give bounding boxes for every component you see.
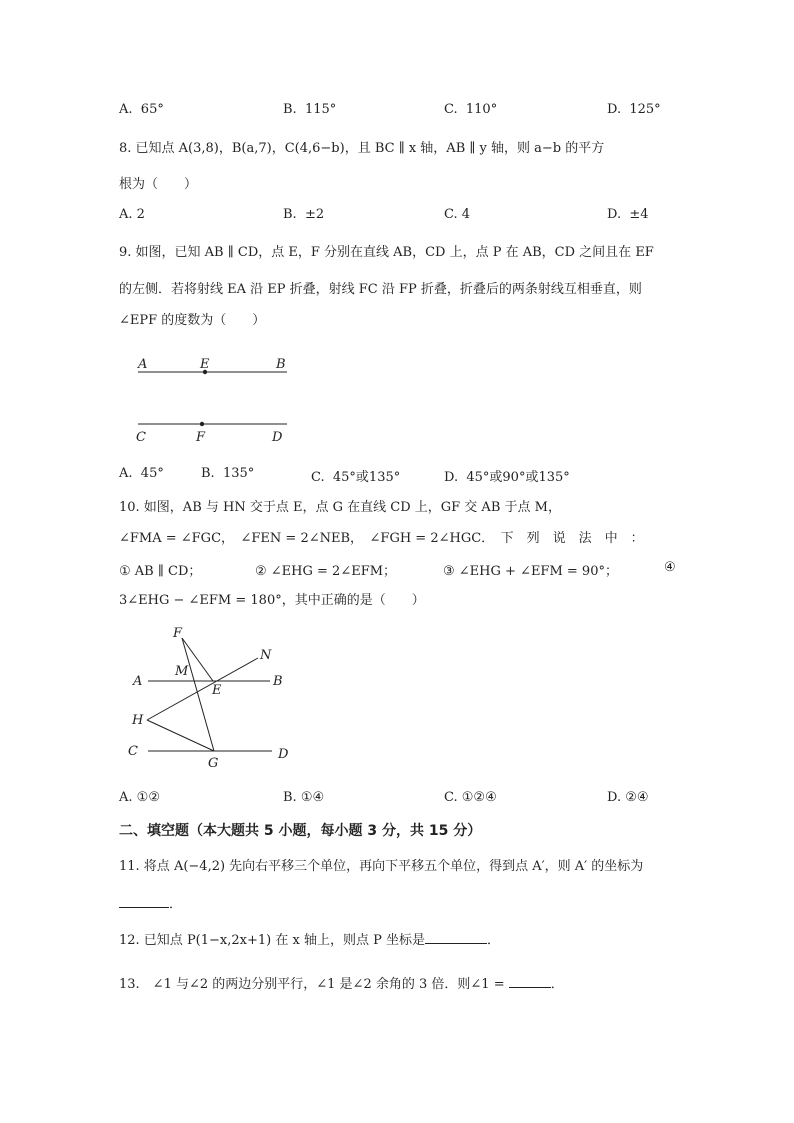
q9-label-b: B	[276, 357, 286, 372]
q9-point-f	[200, 422, 204, 426]
q9-label-f: F	[196, 430, 206, 445]
q10-option-b[interactable]: B. ①④	[283, 790, 325, 805]
q9-figure	[130, 350, 300, 450]
q8-option-b[interactable]: B. ±2	[283, 207, 325, 222]
q9-stem-line2: 的左侧．若将射线 EA 沿 EP 折叠，射线 FC 沿 FP 折叠，折叠后的两条射线互相垂直，则	[119, 282, 642, 297]
q9-label-e: E	[200, 357, 210, 372]
q8-stem-line2: 根为（ ）	[119, 177, 198, 192]
q13-text: 13. ∠1 与∠2 的两边分别平行，∠1 是∠2 余角的 3 倍．则∠1 =	[119, 977, 505, 992]
q12-stem	[119, 929, 694, 951]
q7-option-b[interactable]: B. 115°	[283, 102, 337, 117]
q10-label-n: N	[260, 648, 272, 663]
q10-label-m: M	[175, 664, 189, 679]
q10-label-a: A	[133, 674, 143, 689]
q12-text: 12. 已知点 P(1−x,2x+1) 在 x 轴上，则点 P 坐标是	[119, 933, 425, 948]
q10-option-d[interactable]: D. ②④	[607, 790, 649, 805]
q9-label-c: C	[136, 430, 146, 445]
q10-line-hg	[147, 720, 214, 751]
q7-option-c[interactable]: C. 110°	[444, 102, 498, 117]
q13-stem	[119, 973, 694, 995]
q8-stem-line1: 8. 已知点 A(3,8)，B(a,7)，C(4,6−b)，且 BC ∥ x 轴，AB ∥ y 轴，则 a−b 的平方	[119, 141, 605, 156]
q13-answer-blank[interactable]	[509, 973, 551, 988]
q10-label-e: E	[212, 683, 222, 698]
q10-label-h: H	[132, 713, 144, 728]
q10-statement-1: ① AB ∥ CD；	[119, 564, 202, 579]
q10-stem-line4: 3∠EHG − ∠EFM = 180°，其中正确的是（ ）	[119, 593, 425, 608]
q10-label-f: F	[173, 626, 183, 641]
q11-stem-line1: 11. 将点 A(−4,2) 先向右平移三个单位，再向下平移五个单位，得到点 A′，则 A′ 的坐标为	[119, 859, 644, 874]
q13-period: ．	[550, 977, 564, 992]
q11-period: ．	[169, 897, 183, 912]
q9-option-b[interactable]: B. 135°	[201, 466, 255, 481]
q10-label-c: C	[128, 744, 138, 759]
q10-option-c[interactable]: C. ①②④	[444, 790, 497, 805]
q10-label-g: G	[208, 756, 219, 771]
q10-figure	[120, 620, 300, 772]
q10-stem-line2: ∠FMA = ∠FGC， ∠FEN = 2∠NEB， ∠FGH = 2∠HGC． 下 列 说 法 中 ：	[119, 531, 644, 546]
q11-answer-blank[interactable]	[119, 893, 169, 908]
q7-option-d[interactable]: D. 125°	[607, 102, 661, 117]
section-heading: 二、填空题（本大题共 5 小题，每小题 3 分，共 15 分）	[119, 823, 482, 839]
q8-option-c[interactable]: C. 4	[444, 207, 471, 222]
q9-option-d[interactable]: D. 45°或90°或135°	[444, 470, 570, 485]
q9-option-a[interactable]: A. 45°	[119, 466, 164, 481]
q9-label-a: A	[138, 357, 148, 372]
q9-label-d: D	[272, 430, 283, 445]
q9-option-c[interactable]: C. 45°或135°	[311, 470, 401, 485]
q10-stem-line1: 10. 如图，AB 与 HN 交于点 E，点 G 在直线 CD 上，GF 交 AB 于点 M，	[119, 500, 561, 515]
q10-statement-4: ④	[664, 560, 676, 575]
q10-label-b: B	[273, 674, 283, 689]
q9-stem-line1: 9. 如图，已知 AB ∥ CD，点 E，F 分别在直线 AB，CD 上，点 P 在 AB，CD 之间且在 EF	[119, 245, 654, 260]
q12-answer-blank[interactable]	[425, 929, 487, 944]
q11-stem-line2	[119, 893, 694, 915]
q12-period: ．	[486, 933, 500, 948]
q10-label-d: D	[278, 747, 289, 762]
q9-stem-line3: ∠EPF 的度数为（ ）	[119, 313, 266, 328]
q8-option-d[interactable]: D. ±4	[607, 207, 649, 222]
q10-statement-3: ③ ∠EHG + ∠EFM = 90°；	[443, 564, 618, 579]
q8-option-a[interactable]: A. 2	[119, 207, 145, 222]
q10-option-a[interactable]: A. ①②	[119, 790, 160, 805]
q10-statement-2: ② ∠EHG = 2∠EFM；	[255, 564, 397, 579]
q7-option-a[interactable]: A. 65°	[119, 102, 164, 117]
q10-line-fg	[182, 638, 214, 751]
